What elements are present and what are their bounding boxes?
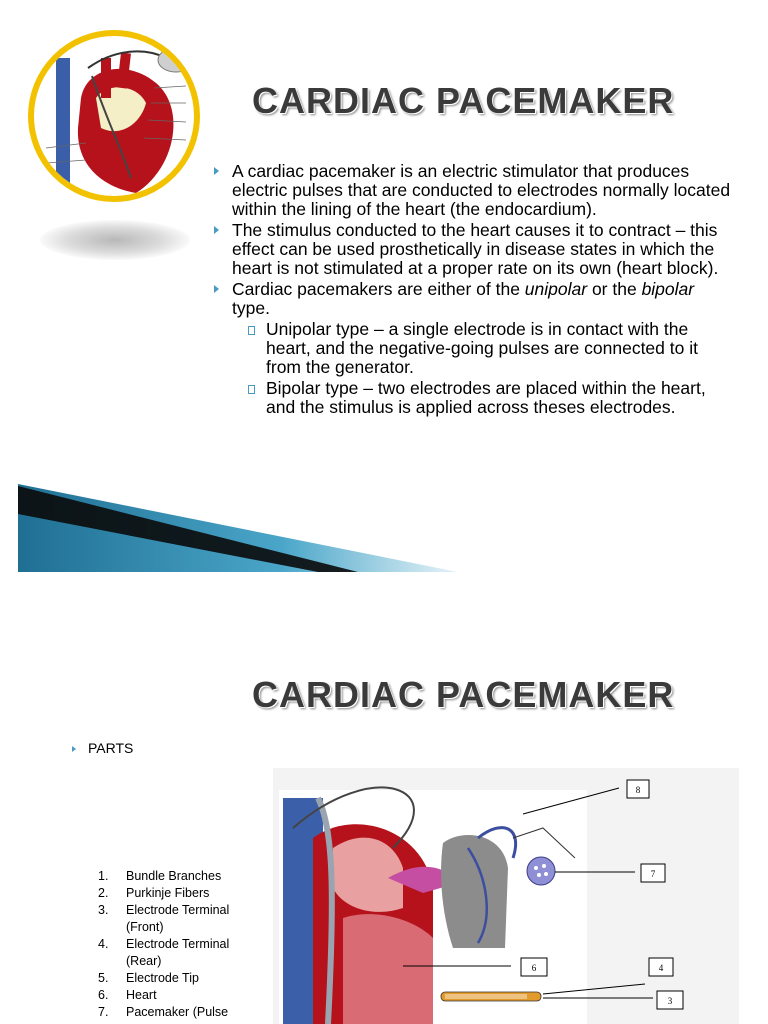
decorative-swoosh bbox=[18, 484, 458, 574]
bullet-arrow-icon bbox=[214, 226, 219, 234]
parts-list-item: 5. Electrode Tip bbox=[98, 971, 199, 985]
bullet-arrow-icon bbox=[214, 285, 219, 293]
bullet-text: Cardiac pacemakers are either of the unipolar or the bipolar type. bbox=[232, 279, 695, 318]
bullet-item bbox=[214, 162, 734, 219]
page-title: CARDIAC PACEMAKER bbox=[252, 674, 675, 715]
parts-list-item: 4. Electrode Terminal (Rear) bbox=[98, 937, 230, 968]
diagram-label-3: 3 bbox=[667, 996, 673, 1006]
parts-list-item: 3. Electrode Terminal (Front) bbox=[98, 903, 230, 934]
bullet-arrow-icon bbox=[72, 746, 76, 752]
sub-bullet-box-icon bbox=[248, 326, 255, 335]
sub-bullet-list bbox=[232, 320, 734, 417]
bullet-arrow-icon bbox=[214, 167, 219, 175]
parts-list-item: 2. Purkinje Fibers bbox=[98, 886, 210, 900]
diagram-label-4: 4 bbox=[658, 963, 664, 973]
bullet-text: A cardiac pacemaker is an electric stimulator that produces electric pulses that are conducted to electrodes normally located within the lining of the heart (the endocardium). bbox=[232, 161, 731, 219]
diagram-label-6: 6 bbox=[531, 963, 537, 973]
parts-heading: PARTS bbox=[72, 740, 133, 756]
parts-list-item: 1. Bundle Branches bbox=[98, 869, 222, 883]
parts-list-item: 6. Heart bbox=[98, 988, 157, 1002]
sub-bullet-text: Unipolar type – a single electrode is in contact with the heart, and the negative-going pulses are connected to it from the generator. bbox=[266, 319, 698, 377]
logo-shadow bbox=[40, 220, 190, 260]
bullet-item bbox=[214, 221, 734, 278]
diagram-label-7: 7 bbox=[650, 869, 656, 879]
sub-bullet-text: Bipolar type – two electrodes are placed within the heart, and the stimulus is applied across theses electrodes. bbox=[266, 378, 706, 417]
heart-pacemaker-logo bbox=[26, 28, 202, 204]
sub-bullet-item bbox=[232, 320, 734, 377]
diagram-label-8: 8 bbox=[635, 785, 641, 795]
bullet-list bbox=[214, 162, 734, 419]
slide-2 bbox=[0, 600, 768, 1024]
parts-list-item: 7. Pacemaker (Pulse bbox=[98, 1005, 229, 1019]
parts-list bbox=[98, 868, 252, 1021]
sub-bullet-item bbox=[232, 379, 734, 417]
pacemaker-diagram bbox=[273, 768, 739, 1024]
bullet-item bbox=[214, 280, 734, 417]
page-title: CARDIAC PACEMAKER bbox=[252, 80, 675, 121]
sub-bullet-box-icon bbox=[248, 385, 255, 394]
bullet-text: The stimulus conducted to the heart causes it to contract – this effect can be used prosthetically in disease states in which the heart is not stimulated at a proper rate on its own (heart block). bbox=[232, 220, 719, 278]
